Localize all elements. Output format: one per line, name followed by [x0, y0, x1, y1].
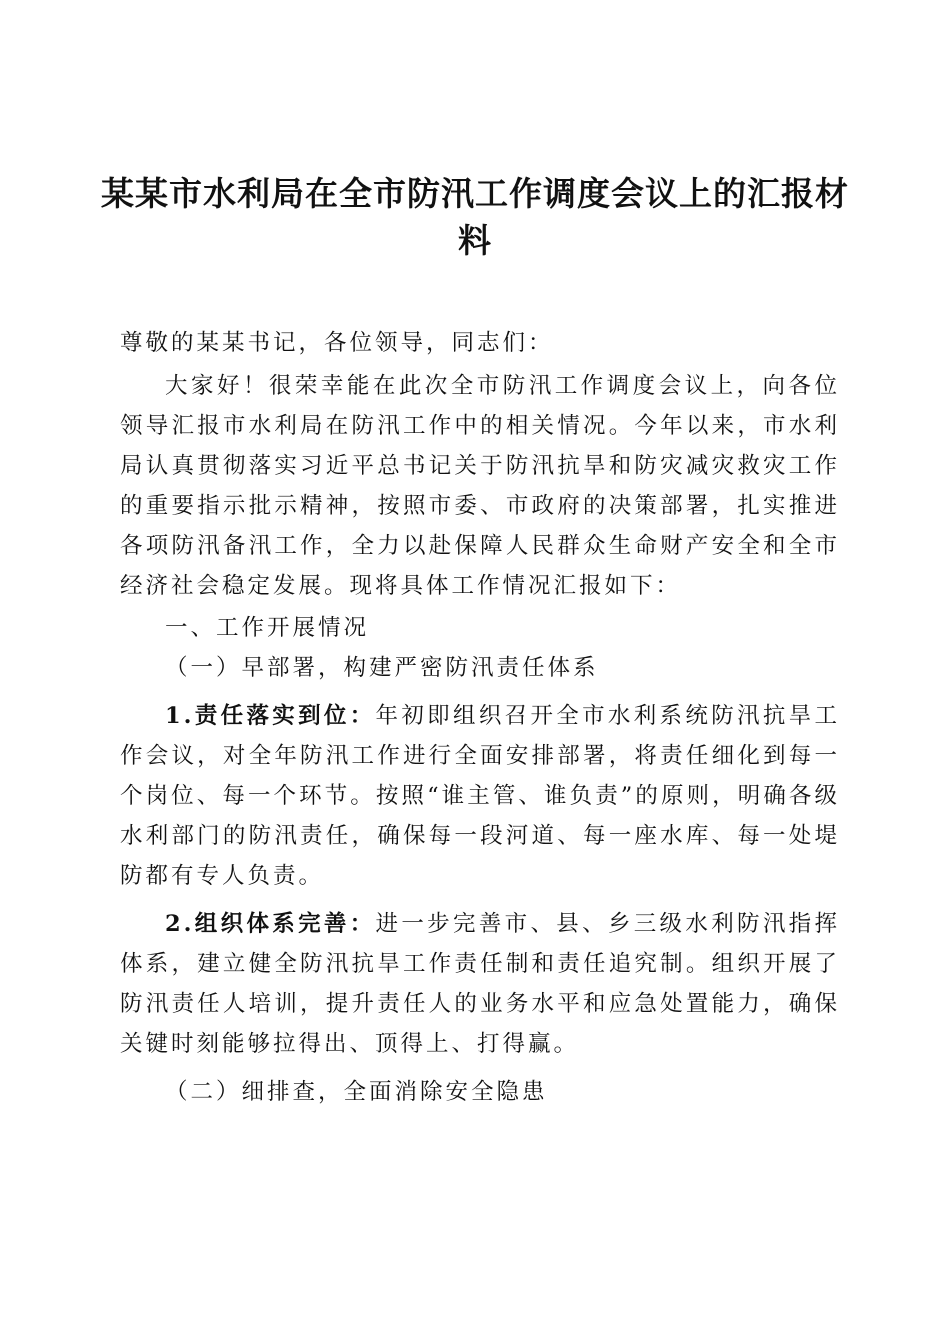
- item-lead-1: 1.责任落实到位：: [165, 703, 376, 729]
- item-paragraph-1: [120, 696, 840, 896]
- salutation: 尊敬的某某书记，各位领导，同志们：: [120, 330, 554, 356]
- item-paragraph-2: [120, 904, 840, 1064]
- item-text-1: 年初即组织召开全市水利系统防汛抗旱工作会议，对全年防汛工作进行全面安排部署，将责任细化到每一个岗位、每一个环节。按照“谁主管、谁负责”的原则，明确各级水利部门的防汛责任，确保每一段河道、每一座水库、每一处堤防都有专人负责。: [120, 703, 840, 889]
- item-text-2: 进一步完善市、县、乡三级水利防汛指挥体系，建立健全防汛抗旱工作责任制和责任追究制。组织开展了防汛责任人培训，提升责任人的业务水平和应急处置能力，确保关键时刻能够拉得出、顶得上、打得赢。: [120, 911, 840, 1057]
- document-body: [120, 323, 840, 1112]
- section-heading-1: 一、工作开展情况: [165, 615, 370, 641]
- intro-paragraph: 大家好！很荣幸能在此次全市防汛工作调度会议上，向各位领导汇报市水利局在防汛工作中的相关情况。今年以来，市水利局认真贯彻落实习近平总书记关于防汛抗旱和防灾减灾救灾工作的重要指示批示精神，按照市委、市政府的决策部署，扎实推进各项防汛备汛工作，全力以赴保障人民群众生命财产安全和全市经济社会稳定发展。现将具体工作情况汇报如下：: [120, 373, 840, 599]
- subsection-heading-2: （二）细排查，全面消除安全隐患: [165, 1079, 548, 1105]
- document-title: 某某市水利局在全市防汛工作调度会议上的汇报材料: [101, 174, 849, 260]
- item-lead-2: 2.组织体系完善：: [165, 911, 376, 937]
- subsection-heading-1: （一）早部署，构建严密防汛责任体系: [165, 655, 599, 681]
